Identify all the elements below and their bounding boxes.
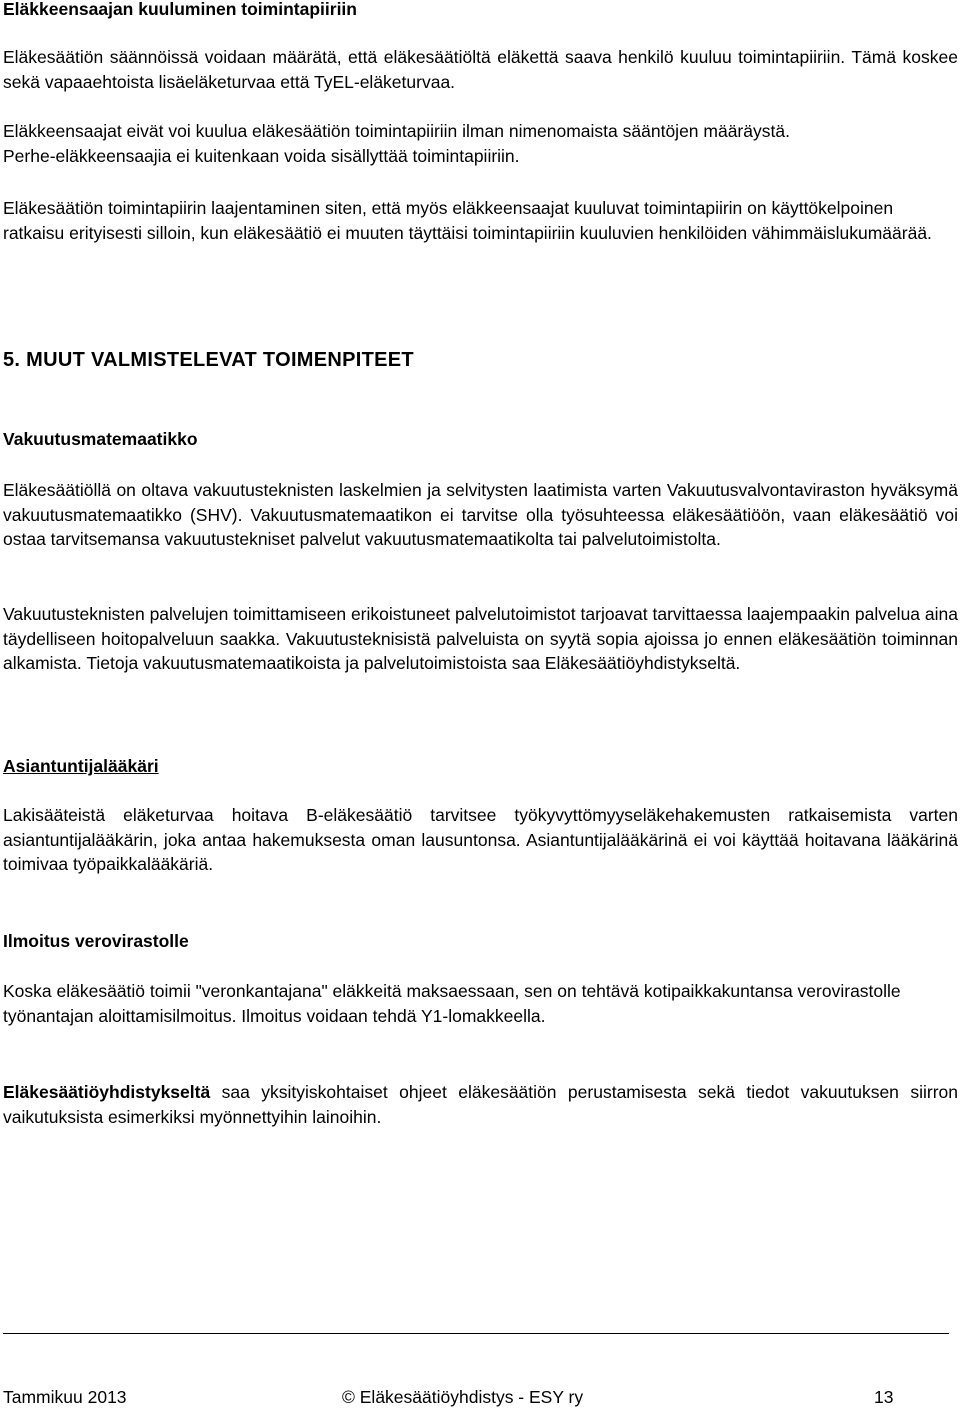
paragraph-pensioners-2-line2: Perhe-eläkkeensaajia ei kuitenkaan voida sisällyttää toimintapiiriin.: [3, 145, 520, 166]
paragraph-closing: [3, 1080, 958, 1129]
subheading-tax-office: Ilmoitus verovirastolle: [3, 931, 189, 951]
footer-page-number: 13: [874, 1387, 894, 1407]
paragraph-pensioners-2-line1: Eläkkeensaajat eivät voi kuulua eläkesäätiön toimintapiiriin ilman nimenomaista sääntöjen määräystä.: [3, 121, 790, 141]
paragraph-actuary-1: Eläkesäätiöllä on oltava vakuutusteknisten laskelmien ja selvitysten laatimista varten Vakuutusvalvontaviraston hyväksymä vakuutusmatemaatikko (SHV). Vakuutusmatemaatikon ei tarvitse olla työsuhteessa eläkesäätiöön, vaan eläkesäätiö voi ostaa tarvitsemansa vakuutustekniset palvelut vakuutusmatemaatikolta tai palvelutoimistolta.: [3, 480, 958, 550]
closing-rest: saa yksityiskohtaiset ohjeet eläkesäätiön perustamisesta sekä tiedot vakuutuksen siirron vaikutuksista esimerkiksi myönnettyihin lainoihin.: [3, 1082, 958, 1127]
subheading-doctor: Asiantuntijalääkäri: [3, 756, 159, 776]
footer-copyright: © Eläkesäätiöyhdistys - ESY ry: [342, 1387, 584, 1407]
chapter-heading: 5. MUUT VALMISTELEVAT TOIMENPITEET: [3, 349, 414, 371]
footer-date: Tammikuu 2013: [3, 1387, 127, 1407]
paragraph-tax-office: Koska eläkesäätiö toimii "veronkantajana" eläkkeitä maksaessaan, sen on tehtävä kotipaikkakuntansa verovirastolle työnantajan aloittamisilmoitus. Ilmoitus voidaan tehdä Y1-lomakkeella.: [3, 981, 901, 1026]
subheading-actuary: Vakuutusmatemaatikko: [3, 429, 198, 449]
paragraph-pensioners-2: [3, 119, 958, 168]
paragraph-actuary-2: Vakuutusteknisten palvelujen toimittamiseen erikoistuneet palvelutoimistot tarjoavat tarvittaessa laajempaakin palvelua aina täydelliseen hoitopalveluun saakka. Vakuutusteknisistä palveluista on syytä sopia ajoissa jo ennen eläkesäätiön toiminnan alkamista. Tietoja vakuutusmatemaatikoista ja palvelutoimistoista saa Eläkesäätiöyhdistykseltä.: [3, 604, 958, 674]
paragraph-pensioners-3: Eläkesäätiön toimintapiirin laajentaminen siten, että myös eläkkeensaajat kuuluvat toimintapiirin on käyttökelpoinen ratkaisu erityisesti silloin, kun eläkesäätiö ei muuten täyttäisi toimintapiiriin kuuluvien henkilöiden vähimmäislukumäärää.: [3, 198, 932, 243]
closing-bold-lead: Eläkesäätiöyhdistykseltä: [3, 1082, 211, 1102]
paragraph-doctor: Lakisääteistä eläketurvaa hoitava B-eläkesäätiö tarvitsee työkyvyttömyyseläkehakemusten ratkaisemista varten asiantuntijalääkärin, joka antaa hakemuksesta oman lausuntonsa. Asiantuntijalääkärinä ei voi käyttää hoitavana lääkärinä toimivaa työpaikkalääkäriä.: [3, 805, 958, 875]
footer-divider: [3, 1333, 949, 1334]
section-heading-pensioners: Eläkkeensaajan kuuluminen toimintapiiriin: [3, 0, 357, 19]
paragraph-pensioners-1: Eläkesäätiön säännöissä voidaan määrätä, että eläkesäätiöltä eläkettä saava henkilö kuuluu toimintapiiriin. Tämä koskee sekä vapaaehtoista lisäeläketurvaa että TyEL-eläketurvaa.: [3, 47, 958, 92]
